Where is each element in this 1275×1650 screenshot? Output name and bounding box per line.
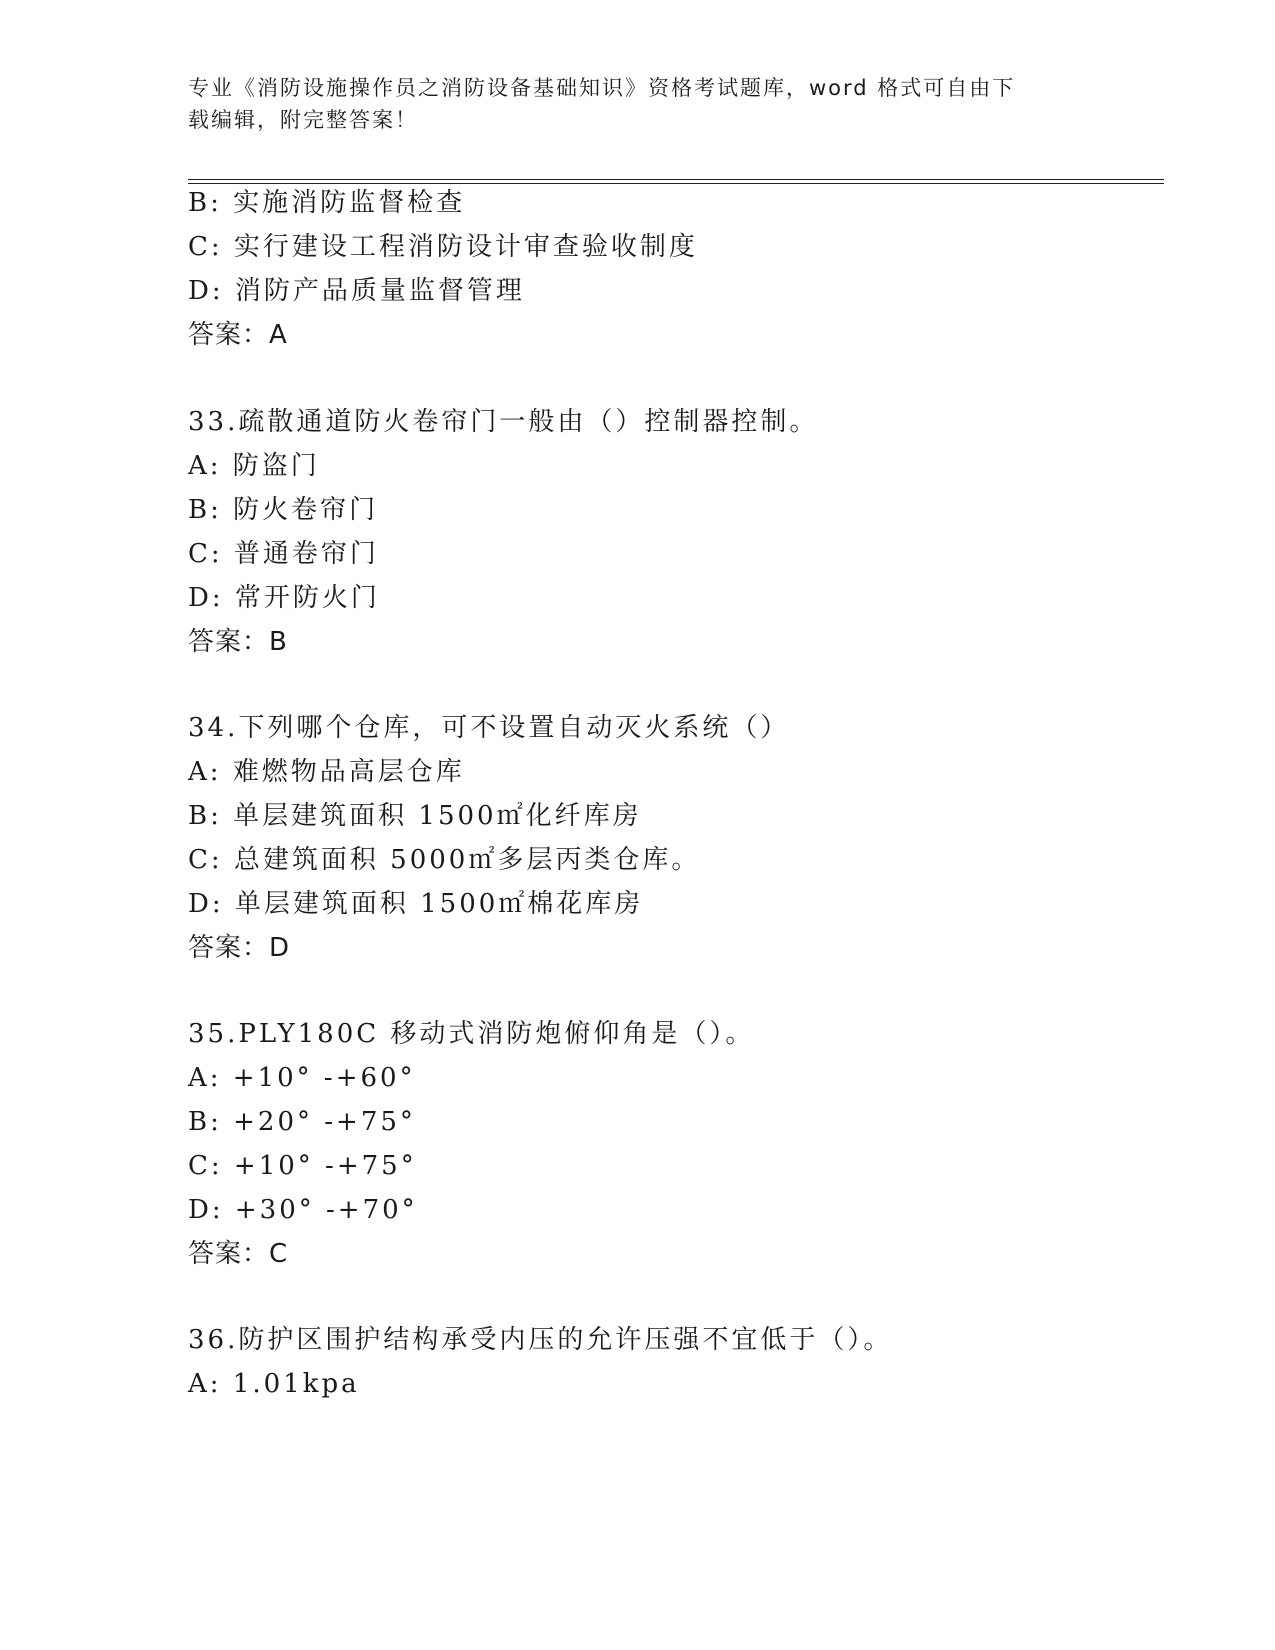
option-a: A: 难燃物品高层仓库 [188,757,465,787]
answer-label: 答案：B [188,627,288,657]
option-b: B: +20° -+75° [188,1107,416,1137]
option-c: C: 普通卷帘门 [188,539,379,569]
option-a: A: 防盗门 [188,451,320,481]
option-b: B: 实施消防监督检查 [188,188,466,218]
header-divider-bottom [188,183,1164,184]
header-line-1: 专业《消防设施操作员之消防设备基础知识》资格考试题库，word 格式可自由下 [188,76,1016,100]
option-c: C: +10° -+75° [188,1151,417,1181]
answer-label: 答案：D [188,933,291,963]
option-d: D: 常开防火门 [188,583,380,613]
question-stem: 35.PLY180C 移动式消防炮俯仰角是（）。 [188,1019,755,1049]
header-line-2: 载编辑，附完整答案！ [188,108,418,132]
answer-label: 答案：A [188,320,288,350]
document-header [188,72,1068,136]
option-b: B: 单层建筑面积 1500㎡化纤库房 [188,801,642,831]
option-a: A: +10° -+60° [188,1063,416,1093]
option-d: D: 单层建筑面积 1500㎡棉花库房 [188,889,644,919]
option-d: D: +30° -+70° [188,1195,418,1225]
question-stem: 34.下列哪个仓库，可不设置自动灭火系统（） [188,713,790,743]
answer-label: 答案：C [188,1239,289,1269]
question-stem: 33.疏散通道防火卷帘门一般由（）控制器控制。 [188,407,819,437]
option-d: D: 消防产品质量监督管理 [188,276,525,306]
header-divider-top [188,179,1164,180]
option-b: B: 防火卷帘门 [188,495,379,525]
option-c: C: 总建筑面积 5000㎡多层丙类仓库。 [188,845,701,875]
question-stem: 36.防护区围护结构承受内压的允许压强不宜低于（）。 [188,1325,893,1355]
option-c: C: 实行建设工程消防设计审查验收制度 [188,232,698,262]
option-a: A: 1.01kpa [188,1369,360,1399]
